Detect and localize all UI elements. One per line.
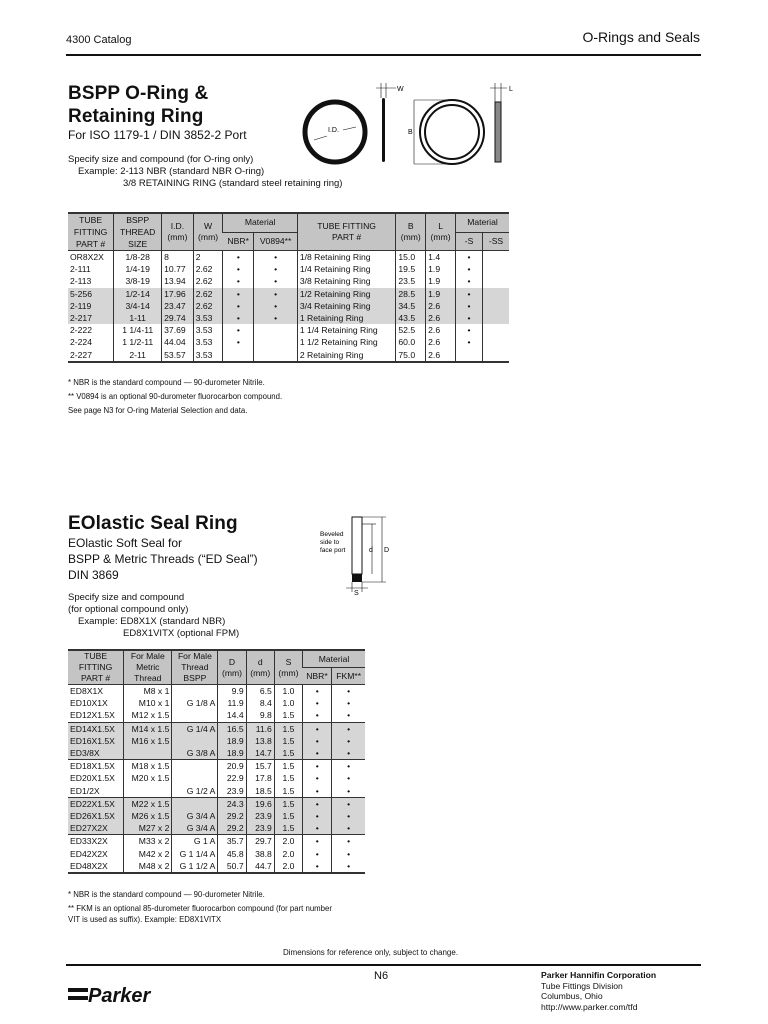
d-cell: 15.7 bbox=[246, 760, 274, 773]
ring-cell: 1/2 Retaining Ring bbox=[297, 288, 396, 300]
col-tube-fitting: TUBE FITTING PART # bbox=[68, 213, 114, 251]
S-cell: 1.5 bbox=[274, 772, 302, 784]
col-material: Material bbox=[303, 650, 365, 668]
table-row bbox=[68, 747, 365, 760]
nbr-cell: • bbox=[303, 785, 332, 798]
w-cell: 3.53 bbox=[193, 349, 223, 362]
v0894-cell bbox=[254, 324, 297, 336]
thread-cell: 2-11 bbox=[114, 349, 162, 362]
s-cell: • bbox=[456, 263, 483, 275]
col-ss: -SS bbox=[483, 232, 510, 250]
s-cell: • bbox=[456, 288, 483, 300]
D-cell: 14.4 bbox=[218, 709, 246, 722]
v0894-cell: • bbox=[254, 275, 297, 287]
col-nbr: NBR* bbox=[223, 232, 254, 250]
seal-ring-diagram bbox=[318, 512, 398, 596]
bspp-cell: G 3/4 A bbox=[172, 810, 218, 822]
metric-cell: M27 x 2 bbox=[124, 822, 172, 835]
nbr-cell: • bbox=[303, 697, 332, 709]
ring-cell: 1 1/4 Retaining Ring bbox=[297, 324, 396, 336]
fkm-cell: • bbox=[332, 685, 365, 698]
D-cell: 29.2 bbox=[218, 810, 246, 822]
nbr-cell: • bbox=[223, 324, 254, 336]
bspp-cell bbox=[172, 685, 218, 698]
s-label: S bbox=[354, 590, 359, 596]
table-row bbox=[68, 835, 365, 848]
table-row bbox=[68, 860, 365, 873]
col-fkm: FKM** bbox=[332, 668, 365, 685]
nbr-cell: • bbox=[303, 735, 332, 747]
col-metric-thread: For Male Metric Thread bbox=[124, 650, 172, 685]
v0894-cell: • bbox=[254, 251, 297, 264]
fkm-cell: • bbox=[332, 848, 365, 860]
bspp-table bbox=[68, 212, 509, 363]
thread-cell: 1/4-19 bbox=[114, 263, 162, 275]
metric-cell: M20 x 1.5 bbox=[124, 772, 172, 784]
fkm-cell: • bbox=[332, 772, 365, 784]
bspp-specify: Specify size and compound (for O-ring only) Example: 2-113 NBR (standard NBR O-ring) 3/8 RETAINING RING (standard steel retaining ring) bbox=[68, 154, 343, 189]
ring-cell: 1 1/2 Retaining Ring bbox=[297, 336, 396, 348]
part-cell: ED26X1.5X bbox=[68, 810, 124, 822]
part-cell: ED3/8X bbox=[68, 747, 124, 760]
beveled-label-1: Beveled bbox=[320, 531, 344, 538]
col-S: S (mm) bbox=[274, 650, 302, 685]
ss-cell bbox=[483, 349, 510, 362]
nbr-cell: • bbox=[303, 685, 332, 698]
D-cell: 9.9 bbox=[218, 685, 246, 698]
S-cell: 1.5 bbox=[274, 747, 302, 760]
nbr-cell: • bbox=[303, 797, 332, 810]
bspp-cell bbox=[172, 797, 218, 810]
S-cell: 1.5 bbox=[274, 797, 302, 810]
table-row bbox=[68, 785, 365, 798]
b-cell: 75.0 bbox=[396, 349, 426, 362]
bspp-cell: G 3/4 A bbox=[172, 822, 218, 835]
part-cell: ED20X1.5X bbox=[70, 773, 115, 784]
d-cell: 17.8 bbox=[246, 772, 274, 784]
d-cell: 29.7 bbox=[246, 835, 274, 848]
table-row bbox=[68, 722, 365, 735]
table-row bbox=[68, 312, 509, 324]
nbr-cell bbox=[223, 349, 254, 362]
l-cell: 1.4 bbox=[426, 251, 456, 264]
table-row bbox=[68, 300, 509, 312]
v0894-cell bbox=[254, 349, 297, 362]
S-cell: 1.5 bbox=[274, 722, 302, 735]
nbr-cell: • bbox=[303, 848, 332, 860]
table-row bbox=[68, 709, 365, 722]
thread-cell: 1/2-14 bbox=[114, 288, 162, 300]
table-row bbox=[68, 735, 365, 747]
disclaimer: Dimensions for reference only, subject to change. bbox=[283, 948, 459, 957]
eo-specify: Specify size and compound (for optional compound only) Example: ED8X1X (standard NBR) ED8X1VITX (optional FPM) bbox=[68, 592, 240, 639]
id-cell: 44.04 bbox=[162, 336, 194, 348]
col-s: -S bbox=[456, 232, 483, 250]
oring-retaining-ring-diagram bbox=[298, 80, 520, 172]
table-row bbox=[68, 848, 365, 860]
catalog-label: 4300 Catalog bbox=[66, 34, 132, 46]
col-l: L (mm) bbox=[426, 213, 456, 251]
ss-cell bbox=[483, 251, 510, 264]
s-cell: • bbox=[456, 275, 483, 287]
bspp-cell bbox=[172, 760, 218, 773]
w-cell: 2 bbox=[193, 251, 223, 264]
table-row bbox=[68, 697, 365, 709]
col-bspp-thread: BSPP THREAD SIZE bbox=[114, 213, 162, 251]
thread-cell: 1 1/4-11 bbox=[114, 324, 162, 336]
D-cell: 18.9 bbox=[218, 735, 246, 747]
w-cell: 2.62 bbox=[193, 275, 223, 287]
s-cell: • bbox=[456, 251, 483, 264]
d-small-label: d bbox=[369, 547, 373, 554]
D-cell: 18.9 bbox=[218, 747, 246, 760]
fkm-cell: • bbox=[332, 747, 365, 760]
D-cell: 11.9 bbox=[218, 697, 246, 709]
w-cell: 2.62 bbox=[193, 300, 223, 312]
metric-cell bbox=[124, 747, 172, 760]
nbr-cell: • bbox=[303, 835, 332, 848]
thread-cell: 3/8-19 bbox=[114, 275, 162, 287]
bspp-cell: G 1/2 A bbox=[172, 785, 218, 798]
S-cell: 2.0 bbox=[274, 860, 302, 873]
w-cell: 2.62 bbox=[193, 288, 223, 300]
nbr-cell: • bbox=[223, 300, 254, 312]
b-cell: 60.0 bbox=[396, 336, 426, 348]
id-cell: 53.57 bbox=[162, 349, 194, 362]
thread-cell: 1/8-28 bbox=[114, 251, 162, 264]
d-cell: 6.5 bbox=[246, 685, 274, 698]
nbr-cell: • bbox=[303, 722, 332, 735]
col-b: B (mm) bbox=[396, 213, 426, 251]
d-cell: 44.7 bbox=[246, 860, 274, 873]
D-cell: 45.8 bbox=[218, 848, 246, 860]
fkm-cell: • bbox=[332, 797, 365, 810]
v0894-cell: • bbox=[254, 312, 297, 324]
bspp-cell: G 1/4 A bbox=[172, 722, 218, 735]
id-cell: 23.47 bbox=[162, 300, 194, 312]
beveled-label-2: side to bbox=[320, 539, 340, 546]
b-cell: 23.5 bbox=[396, 275, 426, 287]
id-cell: 10.77 bbox=[162, 263, 194, 275]
D-cell: 24.3 bbox=[218, 797, 246, 810]
parker-logo bbox=[68, 978, 156, 1010]
bspp-cell: G 1 1/4 A bbox=[172, 848, 218, 860]
ss-cell bbox=[483, 300, 510, 312]
S-cell: 1.5 bbox=[274, 785, 302, 798]
part-cell: ED10X1X bbox=[70, 698, 108, 709]
ring-cell: 3/4 Retaining Ring bbox=[297, 300, 396, 312]
w-cell: 3.53 bbox=[193, 336, 223, 348]
metric-cell: M8 x 1 bbox=[124, 685, 172, 698]
nbr-cell: • bbox=[223, 312, 254, 324]
col-tube-fitting: TUBE FITTING PART # bbox=[68, 650, 124, 685]
eo-title: EOlastic Seal Ring bbox=[68, 513, 238, 534]
D-cell: 23.9 bbox=[218, 785, 246, 798]
table-row bbox=[68, 275, 509, 287]
part-cell: ED18X1.5X bbox=[68, 760, 124, 773]
d-cell: 11.6 bbox=[246, 722, 274, 735]
part-cell: 2-224 bbox=[70, 337, 92, 348]
v0894-cell: • bbox=[254, 300, 297, 312]
bspp-title: BSPP O-Ring & Retaining Ring bbox=[68, 83, 209, 127]
l-cell: 2.6 bbox=[426, 324, 456, 336]
nbr-cell: • bbox=[303, 760, 332, 773]
fkm-cell: • bbox=[332, 822, 365, 835]
eo-table bbox=[68, 649, 365, 874]
svg-text:Parker: Parker bbox=[88, 985, 151, 1007]
s-cell: • bbox=[456, 300, 483, 312]
D-cell: 29.2 bbox=[218, 822, 246, 835]
part-cell: 2-119 bbox=[68, 300, 114, 312]
col-material-2: Material bbox=[456, 213, 510, 232]
b-cell: 28.5 bbox=[396, 288, 426, 300]
v0894-cell: • bbox=[254, 263, 297, 275]
w-cell: 3.53 bbox=[193, 312, 223, 324]
S-cell: 1.5 bbox=[274, 735, 302, 747]
w-cell: 2.62 bbox=[193, 263, 223, 275]
id-cell: 17.96 bbox=[162, 288, 194, 300]
col-bspp-thread: For Male Thread BSPP bbox=[172, 650, 218, 685]
part-cell: 2-217 bbox=[68, 312, 114, 324]
S-cell: 2.0 bbox=[274, 835, 302, 848]
fkm-cell: • bbox=[332, 810, 365, 822]
col-id: I.D. (mm) bbox=[162, 213, 194, 251]
part-cell: ED27X2X bbox=[68, 822, 124, 835]
id-cell: 29.74 bbox=[162, 312, 194, 324]
s-cell: • bbox=[456, 324, 483, 336]
col-nbr: NBR* bbox=[303, 668, 332, 685]
nbr-cell: • bbox=[223, 275, 254, 287]
d-cell: 13.8 bbox=[246, 735, 274, 747]
table-row bbox=[68, 349, 509, 362]
fkm-cell: • bbox=[332, 785, 365, 798]
beveled-label-3: face port bbox=[320, 547, 346, 554]
metric-cell: M10 x 1 bbox=[124, 697, 172, 709]
nbr-cell: • bbox=[303, 810, 332, 822]
part-cell: ED16X1.5X bbox=[68, 735, 124, 747]
metric-cell bbox=[124, 785, 172, 798]
col-d: d (mm) bbox=[246, 650, 274, 685]
metric-cell: M26 x 1.5 bbox=[124, 810, 172, 822]
table-row bbox=[68, 263, 509, 275]
col-v0894: V0894** bbox=[254, 232, 297, 250]
nbr-cell: • bbox=[303, 772, 332, 784]
s-cell: • bbox=[456, 336, 483, 348]
D-cell: 20.9 bbox=[218, 760, 246, 773]
metric-cell: M42 x 2 bbox=[124, 848, 172, 860]
metric-cell: M12 x 1.5 bbox=[124, 709, 172, 722]
l-label: L bbox=[509, 86, 513, 93]
nbr-cell: • bbox=[303, 860, 332, 873]
fkm-cell: • bbox=[332, 697, 365, 709]
l-cell: 1.9 bbox=[426, 288, 456, 300]
metric-cell: M22 x 1.5 bbox=[124, 797, 172, 810]
l-cell: 2.6 bbox=[426, 336, 456, 348]
col-D: D (mm) bbox=[218, 650, 246, 685]
nbr-cell: • bbox=[303, 747, 332, 760]
nbr-cell: • bbox=[223, 288, 254, 300]
w-cell: 3.53 bbox=[193, 324, 223, 336]
col-w: W (mm) bbox=[193, 213, 223, 251]
ring-cell: 2 Retaining Ring bbox=[297, 349, 396, 362]
part-cell: ED12X1.5X bbox=[70, 710, 115, 721]
table-row bbox=[68, 822, 365, 835]
header-rule bbox=[66, 54, 701, 56]
col-material: Material bbox=[223, 213, 297, 232]
thread-cell: 1 1/2-11 bbox=[114, 336, 162, 348]
table-row bbox=[68, 251, 509, 264]
S-cell: 1.5 bbox=[274, 810, 302, 822]
part-cell: 2-111 bbox=[70, 264, 91, 275]
part-cell: ED22X1.5X bbox=[68, 797, 124, 810]
S-cell: 1.5 bbox=[274, 822, 302, 835]
ring-cell: 1/4 Retaining Ring bbox=[297, 263, 396, 275]
id-cell: 8 bbox=[162, 251, 194, 264]
thread-cell: 1-11 bbox=[114, 312, 162, 324]
fkm-cell: • bbox=[332, 709, 365, 722]
bspp-cell bbox=[172, 772, 218, 784]
ss-cell bbox=[483, 324, 510, 336]
S-cell: 1.0 bbox=[274, 697, 302, 709]
bspp-cell bbox=[172, 709, 218, 722]
fkm-cell: • bbox=[332, 860, 365, 873]
footer-rule bbox=[66, 964, 701, 966]
ring-cell: 1/8 Retaining Ring bbox=[297, 251, 396, 264]
part-cell: ED42X2X bbox=[70, 848, 108, 859]
table-row bbox=[68, 760, 365, 773]
part-cell: OR8X2X bbox=[70, 252, 104, 262]
ring-cell: 1 Retaining Ring bbox=[297, 312, 396, 324]
metric-cell: M14 x 1.5 bbox=[124, 722, 172, 735]
bspp-cell bbox=[172, 735, 218, 747]
S-cell: 1.0 bbox=[274, 685, 302, 698]
part-cell: 5-256 bbox=[68, 288, 114, 300]
d-cell: 23.9 bbox=[246, 810, 274, 822]
section-title: O-Rings and Seals bbox=[582, 29, 700, 45]
w-label: W bbox=[397, 86, 404, 93]
table-row bbox=[68, 685, 365, 698]
eo-subtitle: EOlastic Soft Seal for BSPP & Metric Threads (“ED Seal”) DIN 3869 bbox=[68, 536, 258, 582]
S-cell: 2.0 bbox=[274, 848, 302, 860]
nbr-cell: • bbox=[223, 336, 254, 348]
fkm-cell: • bbox=[332, 722, 365, 735]
l-cell: 2.6 bbox=[426, 312, 456, 324]
b-cell: 52.5 bbox=[396, 324, 426, 336]
d-cell: 38.8 bbox=[246, 848, 274, 860]
D-cell: 35.7 bbox=[218, 835, 246, 848]
part-cell: 2-222 bbox=[70, 325, 92, 336]
bspp-cell: G 1/8 A bbox=[172, 697, 218, 709]
ss-cell bbox=[483, 312, 510, 324]
metric-cell: M16 x 1.5 bbox=[124, 735, 172, 747]
ss-cell bbox=[483, 263, 510, 275]
D-cell: 50.7 bbox=[218, 860, 246, 873]
nbr-cell: • bbox=[303, 709, 332, 722]
b-label: B bbox=[408, 129, 413, 136]
metric-cell: M18 x 1.5 bbox=[124, 760, 172, 773]
part-cell: ED33X2X bbox=[68, 835, 124, 848]
id-cell: 37.69 bbox=[162, 324, 194, 336]
nbr-cell: • bbox=[223, 251, 254, 264]
l-cell: 2.6 bbox=[426, 300, 456, 312]
ss-cell bbox=[483, 275, 510, 287]
metric-cell: M48 x 2 bbox=[124, 860, 172, 873]
v0894-cell: • bbox=[254, 288, 297, 300]
l-cell: 1.9 bbox=[426, 275, 456, 287]
fkm-cell: • bbox=[332, 835, 365, 848]
s-cell: • bbox=[456, 312, 483, 324]
col-tube-fitting-2: TUBE FITTING PART # bbox=[297, 213, 396, 251]
eo-notes: * NBR is the standard compound — 90-durometer Nitrile. ** FKM is an optional 85-durometer fluorocarbon compound (for part number VIT is used as suffix). Example: ED8X1VITX bbox=[68, 890, 332, 924]
bspp-cell: G 1 A bbox=[172, 835, 218, 848]
d-cell: 9.8 bbox=[246, 709, 274, 722]
bspp-notes: * NBR is the standard compound — 90-durometer Nitrile. ** V0894 is an optional 90-durometer fluorocarbon compound. See page N3 for O-ring Material Selection and data. bbox=[68, 378, 283, 415]
table-row bbox=[68, 772, 365, 784]
part-cell: 2-113 bbox=[70, 276, 92, 287]
s-cell bbox=[456, 349, 483, 362]
part-cell: ED8X1X bbox=[70, 686, 103, 696]
d-big-label: D bbox=[384, 547, 390, 554]
ss-cell bbox=[483, 336, 510, 348]
S-cell: 1.5 bbox=[274, 709, 302, 722]
bspp-cell: G 3/8 A bbox=[172, 747, 218, 760]
l-cell: 1.9 bbox=[426, 263, 456, 275]
part-cell: ED14X1.5X bbox=[68, 722, 124, 735]
part-cell: 2-227 bbox=[70, 349, 92, 360]
d-cell: 14.7 bbox=[246, 747, 274, 760]
page-number: N6 bbox=[374, 970, 389, 982]
d-cell: 19.6 bbox=[246, 797, 274, 810]
nbr-cell: • bbox=[303, 822, 332, 835]
d-cell: 18.5 bbox=[246, 785, 274, 798]
table-row bbox=[68, 336, 509, 348]
id-label: I.D. bbox=[328, 127, 339, 134]
thread-cell: 3/4-14 bbox=[114, 300, 162, 312]
bspp-subtitle: For ISO 1179-1 / DIN 3852-2 Port bbox=[68, 128, 247, 142]
nbr-cell: • bbox=[223, 263, 254, 275]
v0894-cell bbox=[254, 336, 297, 348]
bspp-cell: G 1 1/2 A bbox=[172, 860, 218, 873]
metric-cell: M33 x 2 bbox=[124, 835, 172, 848]
fkm-cell: • bbox=[332, 760, 365, 773]
b-cell: 43.5 bbox=[396, 312, 426, 324]
fkm-cell: • bbox=[332, 735, 365, 747]
ss-cell bbox=[483, 288, 510, 300]
D-cell: 22.9 bbox=[218, 772, 246, 784]
company-info: Parker Hannifin Corporation Tube Fittings Division Columbus, Ohio http://www.parker.com/tfd bbox=[541, 970, 657, 1012]
table-row bbox=[68, 324, 509, 336]
part-cell: ED1/2X bbox=[70, 785, 100, 796]
b-cell: 15.0 bbox=[396, 251, 426, 264]
b-cell: 19.5 bbox=[396, 263, 426, 275]
S-cell: 1.5 bbox=[274, 760, 302, 773]
D-cell: 16.5 bbox=[218, 722, 246, 735]
d-cell: 23.9 bbox=[246, 822, 274, 835]
ring-cell: 3/8 Retaining Ring bbox=[297, 275, 396, 287]
table-row bbox=[68, 797, 365, 810]
id-cell: 13.94 bbox=[162, 275, 194, 287]
table-row bbox=[68, 810, 365, 822]
d-cell: 8.4 bbox=[246, 697, 274, 709]
table-row bbox=[68, 288, 509, 300]
part-cell: ED48X2X bbox=[70, 860, 108, 871]
l-cell: 2.6 bbox=[426, 349, 456, 362]
b-cell: 34.5 bbox=[396, 300, 426, 312]
